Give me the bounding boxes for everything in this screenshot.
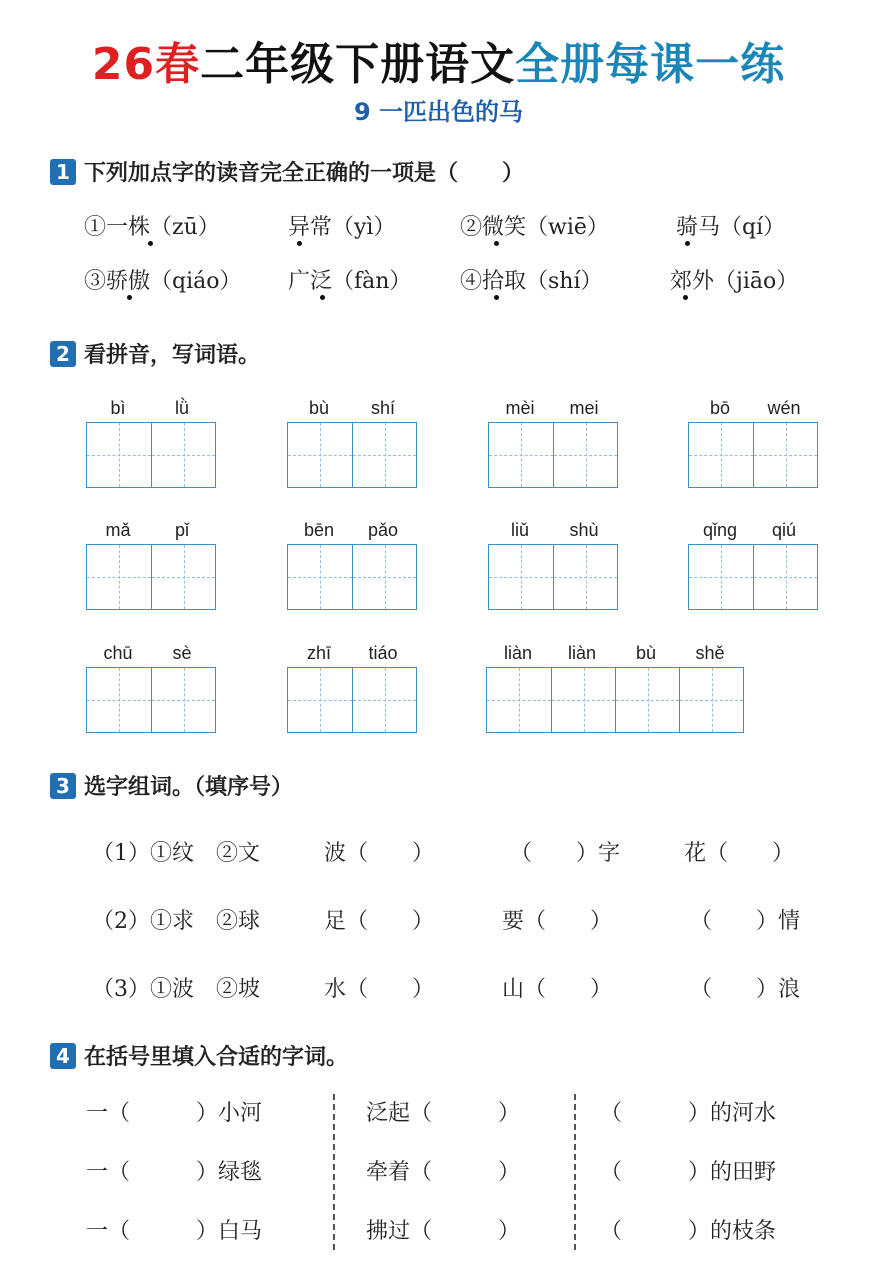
pinyin-syllable: pǎo bbox=[367, 520, 399, 540]
q4-heading bbox=[50, 1040, 348, 1071]
pinyin-syllable: wén bbox=[767, 398, 801, 418]
pinyin-syllable: lǜ bbox=[174, 398, 189, 418]
q3-blank[interactable]: 足（ ） bbox=[324, 909, 435, 934]
writing-cell[interactable] bbox=[489, 545, 553, 609]
pinyin-syllable: shě bbox=[695, 643, 725, 663]
writing-cell[interactable] bbox=[151, 545, 215, 609]
q4-blank[interactable]: 泛起（ ） bbox=[366, 1101, 521, 1126]
writing-cell[interactable] bbox=[753, 423, 817, 487]
writing-grid[interactable] bbox=[86, 667, 216, 733]
q2-heading bbox=[50, 338, 260, 369]
lesson-subtitle: 9 一匹出色的马 bbox=[353, 98, 524, 126]
q3-blank[interactable]: 要（ ） bbox=[502, 909, 613, 934]
writing-cell[interactable] bbox=[689, 423, 753, 487]
q3-blank[interactable]: 波（ ） bbox=[324, 841, 435, 866]
pinyin-syllable: mei bbox=[569, 398, 599, 418]
writing-cell[interactable] bbox=[689, 545, 753, 609]
writing-cell[interactable] bbox=[352, 668, 416, 732]
q4-number-badge: 4 bbox=[50, 1043, 76, 1069]
emphasis-dot bbox=[297, 241, 302, 246]
q3-heading bbox=[50, 770, 293, 801]
pinyin-syllable: liàn bbox=[503, 643, 533, 663]
title-part-3: 全册每课一练 bbox=[515, 39, 786, 90]
emphasis-dot bbox=[127, 295, 132, 300]
q1-option: ①一株（zū） bbox=[84, 215, 220, 240]
q3-row-label: （2）①求 ②球 bbox=[92, 909, 260, 934]
writing-grid[interactable] bbox=[86, 544, 216, 610]
writing-cell[interactable] bbox=[753, 545, 817, 609]
writing-cell[interactable] bbox=[489, 423, 553, 487]
writing-grid[interactable] bbox=[486, 667, 744, 733]
q1-option: ④拾取（shí） bbox=[460, 269, 603, 294]
pinyin-syllable: shù bbox=[569, 520, 599, 540]
q4-blank[interactable]: 牵着（ ） bbox=[366, 1160, 521, 1185]
writing-cell[interactable] bbox=[87, 668, 151, 732]
writing-cell[interactable] bbox=[151, 668, 215, 732]
writing-cell[interactable] bbox=[551, 668, 615, 732]
q4-blank[interactable]: 一（ ）绿毯 bbox=[86, 1160, 263, 1185]
pinyin-syllable: mǎ bbox=[105, 520, 131, 540]
q3-blank[interactable]: 水（ ） bbox=[324, 977, 435, 1002]
emphasis-dot bbox=[494, 241, 499, 246]
q2-text: 看拼音，写词语。 bbox=[84, 342, 261, 368]
q4-text: 在括号里填入合适的字词。 bbox=[84, 1044, 349, 1070]
pinyin-syllable: qiú bbox=[771, 520, 797, 540]
q3-row-label: （1）①纹 ②文 bbox=[92, 841, 260, 866]
writing-grid[interactable] bbox=[86, 422, 216, 488]
q1-option: ②微笑（wiē） bbox=[460, 215, 609, 240]
writing-cell[interactable] bbox=[87, 545, 151, 609]
q3-text: 选字组词。（填序号） bbox=[84, 774, 294, 800]
column-divider bbox=[574, 1094, 576, 1250]
emphasis-dot bbox=[148, 241, 153, 246]
q1-number-badge: 1 bbox=[50, 159, 76, 185]
pinyin-syllable: qǐng bbox=[702, 520, 738, 540]
pinyin-syllable: sè bbox=[172, 643, 192, 663]
pinyin-syllable: liǔ bbox=[510, 520, 529, 540]
emphasis-dot bbox=[685, 241, 690, 246]
q3-row-label: （3）①波 ②坡 bbox=[92, 977, 260, 1002]
column-divider bbox=[333, 1094, 335, 1250]
q4-blank[interactable]: （ ）的枝条 bbox=[600, 1219, 777, 1244]
q1-option: 广泛（fàn） bbox=[288, 269, 412, 294]
writing-grid[interactable] bbox=[287, 422, 417, 488]
q4-blank[interactable]: （ ）的河水 bbox=[600, 1101, 777, 1126]
pinyin-syllable: zhī bbox=[306, 643, 331, 663]
q3-blank[interactable]: 花（ ） bbox=[684, 841, 795, 866]
emphasis-dot bbox=[683, 295, 688, 300]
pinyin-syllable: bō bbox=[709, 398, 731, 418]
pinyin-syllable: shí bbox=[370, 398, 395, 418]
writing-grid[interactable] bbox=[688, 544, 818, 610]
title-part-1: 26春 bbox=[91, 39, 201, 90]
writing-cell[interactable] bbox=[553, 423, 617, 487]
pinyin-syllable: chū bbox=[103, 643, 133, 663]
writing-cell[interactable] bbox=[288, 545, 352, 609]
pinyin-syllable: bù bbox=[635, 643, 657, 663]
emphasis-dot bbox=[494, 295, 499, 300]
writing-cell[interactable] bbox=[352, 423, 416, 487]
writing-grid[interactable] bbox=[488, 422, 618, 488]
writing-cell[interactable] bbox=[487, 668, 551, 732]
writing-cell[interactable] bbox=[679, 668, 743, 732]
writing-cell[interactable] bbox=[288, 668, 352, 732]
emphasis-dot bbox=[320, 295, 325, 300]
pinyin-syllable: bēn bbox=[303, 520, 335, 540]
title-part-2: 二年级下册语文 bbox=[200, 39, 516, 90]
q1-text: 下列加点字的读音完全正确的一项是（ ） bbox=[84, 160, 525, 186]
q1-option: ③骄傲（qiáo） bbox=[84, 269, 242, 294]
page-title bbox=[0, 28, 877, 92]
writing-grid[interactable] bbox=[287, 667, 417, 733]
writing-cell[interactable] bbox=[553, 545, 617, 609]
q1-option: 骑马（qí） bbox=[676, 215, 786, 240]
pinyin-syllable: bì bbox=[110, 398, 126, 418]
writing-grid[interactable] bbox=[488, 544, 618, 610]
writing-cell[interactable] bbox=[87, 423, 151, 487]
q4-blank[interactable]: 一（ ）小河 bbox=[86, 1101, 263, 1126]
q4-blank[interactable]: 拂过（ ） bbox=[366, 1219, 521, 1244]
q3-blank[interactable]: （ ）字 bbox=[510, 841, 621, 866]
writing-grid[interactable] bbox=[287, 544, 417, 610]
pinyin-syllable: mèi bbox=[505, 398, 535, 418]
q2-number-badge: 2 bbox=[50, 341, 76, 367]
q1-heading bbox=[50, 156, 524, 187]
writing-cell[interactable] bbox=[288, 423, 352, 487]
q3-blank[interactable]: （ ）浪 bbox=[690, 977, 801, 1002]
writing-cell[interactable] bbox=[615, 668, 679, 732]
q3-number-badge: 3 bbox=[50, 773, 76, 799]
q1-option: 异常（yì） bbox=[288, 215, 396, 240]
q1-option: 郊外（jiāo） bbox=[670, 269, 799, 294]
q3-blank[interactable]: （ ）情 bbox=[690, 909, 801, 934]
q4-blank[interactable]: 一（ ）白马 bbox=[86, 1219, 263, 1244]
writing-cell[interactable] bbox=[352, 545, 416, 609]
pinyin-syllable: tiáo bbox=[368, 643, 398, 663]
pinyin-syllable: pǐ bbox=[174, 520, 189, 540]
q4-blank[interactable]: （ ）的田野 bbox=[600, 1160, 777, 1185]
writing-cell[interactable] bbox=[151, 423, 215, 487]
writing-grid[interactable] bbox=[688, 422, 818, 488]
pinyin-syllable: bù bbox=[308, 398, 330, 418]
q3-blank[interactable]: 山（ ） bbox=[502, 977, 613, 1002]
pinyin-syllable: liàn bbox=[567, 643, 597, 663]
